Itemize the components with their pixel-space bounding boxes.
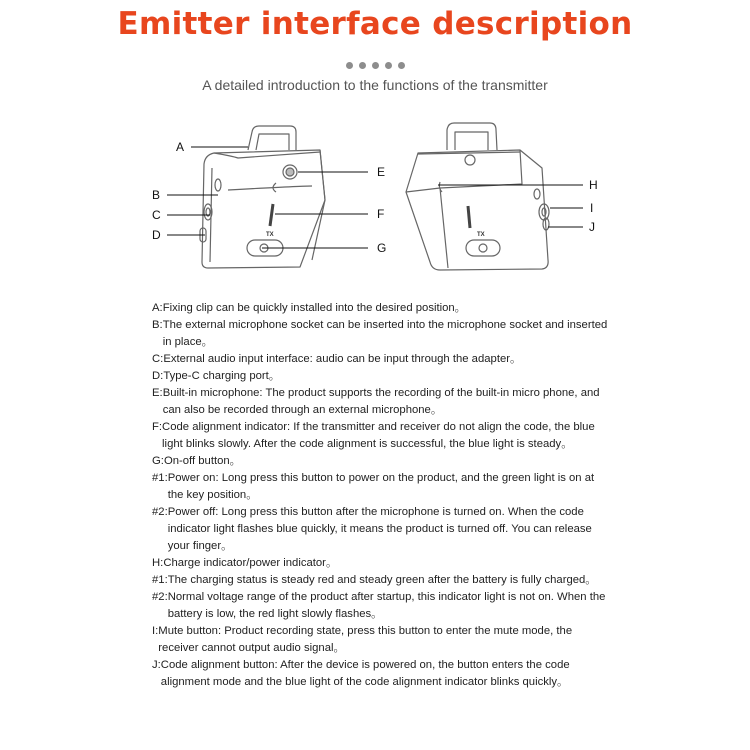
entry-text: Power off: Long press this button after the microphone is turned on. When the code indicator light flashes blue quickly, it means the product is turned off. You can release your finger。 [167, 506, 592, 552]
entry-key: #1: [152, 574, 168, 586]
entry-key: I: [152, 625, 159, 637]
transmitter-illustration [0, 120, 750, 290]
label-f: F [377, 207, 385, 221]
label-a: A [176, 140, 185, 154]
description-entry-g-1 [152, 470, 612, 504]
label-c: C [152, 208, 161, 222]
description-entry-h-2 [152, 589, 612, 623]
page-title: Emitter interface description [117, 6, 633, 42]
entry-text: Power on: Long press this button to power on the product, and the green light is on at the key position。 [167, 472, 595, 501]
entry-key: #2: [152, 591, 168, 603]
tx-mark-left: TX [266, 232, 274, 238]
label-j: J [589, 220, 595, 234]
label-h: H [589, 178, 598, 192]
description-entry-d [152, 368, 612, 385]
label-e: E [377, 165, 386, 179]
page-subtitle: A detailed introduction to the functions of the transmitter [202, 77, 548, 93]
entry-key: D: [152, 370, 164, 382]
description-entry-b [152, 317, 612, 351]
entry-text: External audio input interface: audio can be input through the adapter。 [163, 353, 522, 365]
entry-key: B: [152, 319, 163, 331]
dot [346, 62, 353, 69]
dot [359, 62, 366, 69]
entry-key: E: [152, 387, 163, 399]
description-entry-i [152, 623, 612, 657]
entry-text: Built-in microphone: The product supports the recording of the built-in micro phone, and can also be recorded through an external microphone。 [162, 387, 600, 416]
entry-key: #1: [152, 472, 168, 484]
entry-text: Type-C charging port。 [163, 370, 281, 382]
right-device-body [406, 123, 549, 270]
entry-key: G: [152, 455, 164, 467]
entry-key: J: [152, 659, 161, 671]
description-entry-c [152, 351, 612, 368]
entry-key: A: [152, 302, 163, 314]
entry-key: F: [152, 421, 163, 433]
entry-key: #2: [152, 506, 168, 518]
entry-text: Fixing clip can be quickly installed into the desired position。 [162, 302, 466, 314]
description-entry-f [152, 419, 612, 453]
entry-text: The charging status is steady red and steady green after the battery is fully charged。 [167, 574, 597, 586]
description-list [152, 300, 612, 691]
dot [385, 62, 392, 69]
entry-text: Code alignment indicator: If the transmitter and receiver do not align the code, the blue light blinks slowly. After the code alignment is successful, the blue light is steady。 [162, 421, 595, 450]
entry-text: Code alignment button: After the device is powered on, the button enters the code alignment mode and the blue light of the code alignment indicator blinks quickly。 [160, 659, 570, 688]
description-entry-j [152, 657, 612, 691]
pagination-dots [0, 56, 750, 74]
label-b: B [152, 188, 161, 202]
description-entry-h-1 [152, 572, 612, 589]
description-entry-e [152, 385, 612, 419]
description-entry-g [152, 453, 612, 470]
entry-text: On-off button。 [163, 455, 241, 467]
label-d: D [152, 228, 161, 242]
label-g: G [377, 241, 387, 255]
label-i: I [590, 201, 594, 215]
entry-key: H: [152, 557, 164, 569]
tx-mark-right: TX [477, 232, 485, 238]
description-entry-a [152, 300, 612, 317]
entry-key: C: [152, 353, 164, 365]
entry-text: The external microphone socket can be inserted into the microphone socket and inserted in place。 [162, 319, 608, 348]
entry-text: Mute button: Product recording state, press this button to enter the mute mode, the receiver cannot output audio signal。 [158, 625, 573, 654]
transmitter-diagram [0, 120, 750, 290]
description-entry-g-2 [152, 504, 612, 555]
dot [372, 62, 379, 69]
entry-text: Normal voltage range of the product after startup, this indicator light is not on. When the battery is low, the red light slowly flashes。 [167, 591, 606, 620]
dot [398, 62, 405, 69]
description-entry-h [152, 555, 612, 572]
entry-text: Charge indicator/power indicator。 [163, 557, 338, 569]
